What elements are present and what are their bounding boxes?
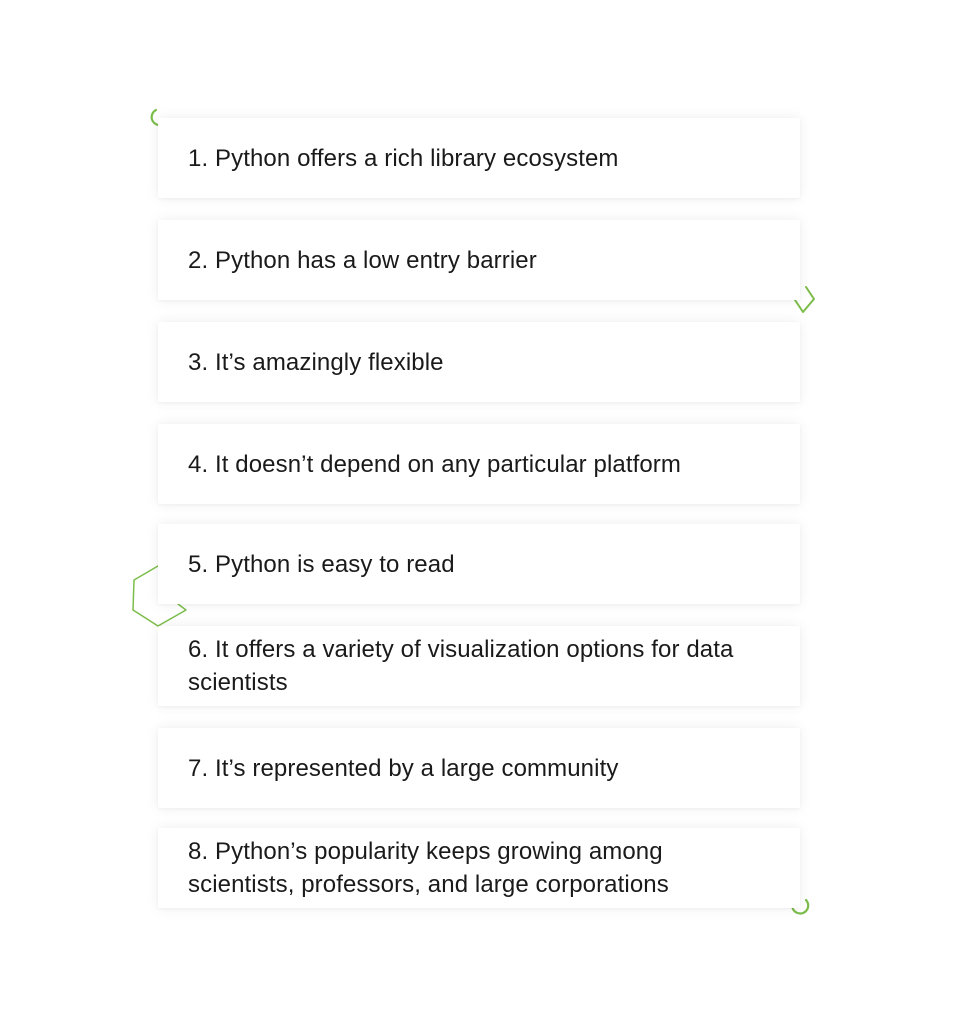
- list-item-text: 6. It offers a variety of visualization options for data scientists: [188, 636, 734, 696]
- list-item: [158, 220, 800, 300]
- list-item: [158, 524, 800, 604]
- list-item-text: 5. Python is easy to read: [188, 550, 455, 578]
- list-item: [158, 118, 800, 198]
- list-item-text: 3. It’s amazingly flexible: [188, 348, 444, 376]
- list-item-text: 4. It doesn’t depend on any particular platform: [188, 450, 681, 478]
- list-item-text: 2. Python has a low entry barrier: [188, 246, 537, 274]
- list-item: [158, 828, 800, 908]
- list-item-text: 1. Python offers a rich library ecosystem: [188, 144, 619, 172]
- list-item: [158, 424, 800, 504]
- list-item-text: 7. It’s represented by a large community: [188, 754, 619, 782]
- list-item: [158, 322, 800, 402]
- list-item: [158, 728, 800, 808]
- list-item: [158, 626, 800, 706]
- list-item-text: 8. Python’s popularity keeps growing among scientists, professors, and large corporations: [188, 838, 669, 898]
